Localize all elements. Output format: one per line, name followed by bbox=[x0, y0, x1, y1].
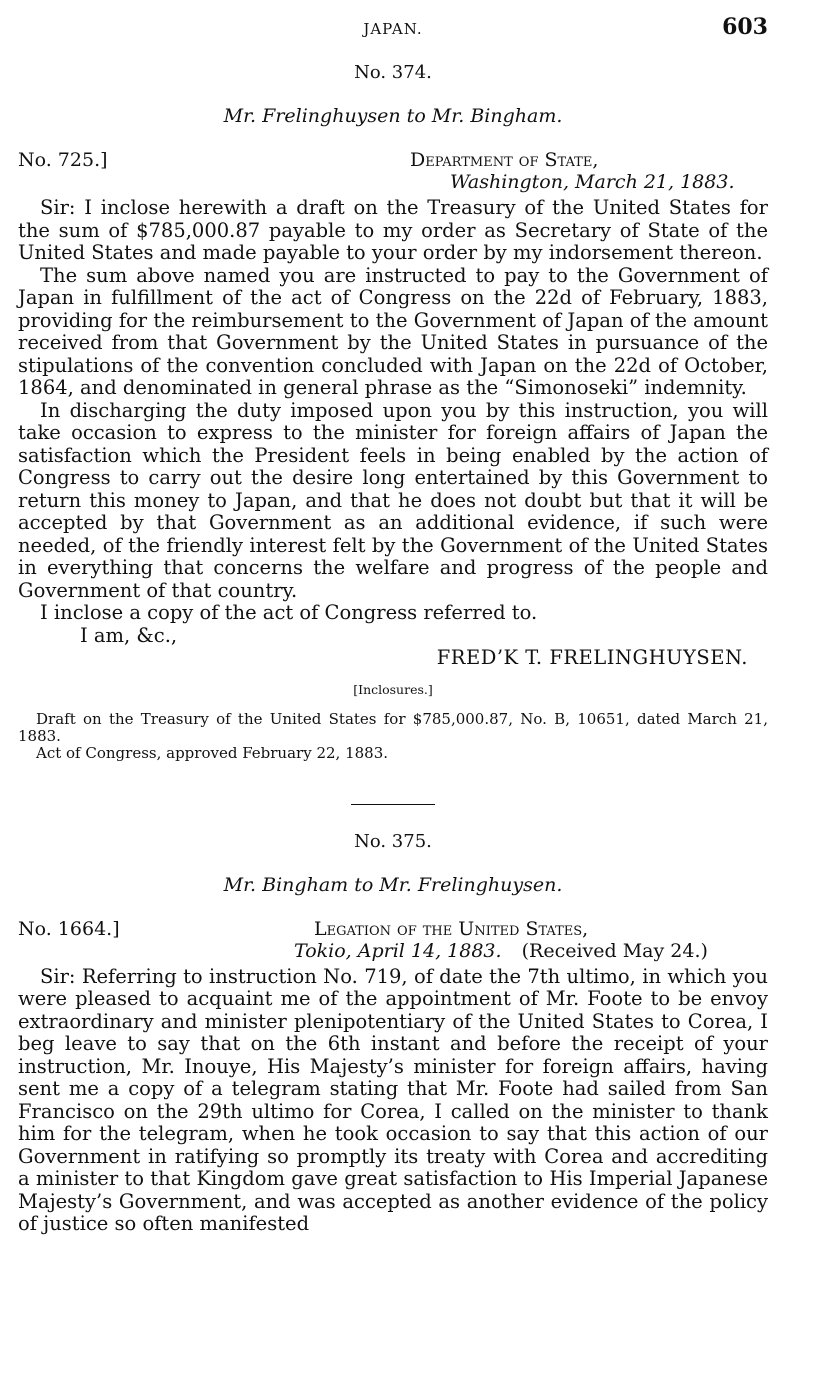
page-number: 603 bbox=[722, 14, 768, 40]
doc375-addressee: Mr. Bingham to Mr. Frelinghuysen. bbox=[223, 873, 563, 896]
running-head bbox=[18, 14, 768, 44]
doc374-signature: FRED’K T. FRELINGHUYSEN. bbox=[436, 646, 748, 669]
doc375-paragraph-1: Sir: Referring to instruction No. 719, of date the 7th ultimo, in which you were pleased to acquaint me of the appointment of Mr. Foote to be envoy extraordinary and minister plenipotentiary of the United States to Corea, I beg leave to say that on the 6th instant and before the receipt of your instruction, Mr. Inouye, His Majesty’s minister for foreign affairs, having sent me a copy of a telegram stating that Mr. Foote had sailed from San Francisco on the 29th ultimo for Corea, I called on the minister to thank him for the telegram, when he took occasion to say that this action of our Government in ratifying so promptly its treaty with Corea and accrediting a minister to that Kingdom gave great satisfaction to His Imperial Japanese Majesty’s Government, and was accepted as another evidence of the policy of justice so often manifested bbox=[18, 964, 768, 1235]
section-divider bbox=[351, 804, 435, 805]
doc374-number: No. 374. bbox=[354, 62, 432, 83]
doc375-office: Legation of the United States, bbox=[314, 917, 589, 940]
doc375-number: No. 375. bbox=[354, 830, 432, 852]
doc374-header bbox=[18, 149, 768, 197]
doc374-inclosure-1: Draft on the Treasury of the United States for $785,000.87, No. B, 10651, dated March 21, 1883. bbox=[18, 709, 768, 745]
doc375-received: (Received May 24.) bbox=[521, 939, 708, 962]
doc374-place-date: Washington, March 21, 1883. bbox=[450, 171, 735, 193]
doc374-paragraph-3: In discharging the duty imposed upon you by this instruction, you will take occasion to express to the minister for foreign affairs of Japan the satisfaction which the President feels in being enabled by the action of Congress to carry out the desire long entertained by this Government to return this money to Japan, and that he does not doubt but that it will be accepted by that Government as an additional evidence, if such were needed, of the friendly interest felt by the Government of the United States in everything that concerns the welfare and progress of the people and Government of that country. bbox=[18, 398, 768, 602]
doc374-closing: I am, &c., bbox=[80, 623, 178, 647]
doc374-ref: No. 725.] bbox=[18, 149, 108, 171]
document-page bbox=[18, 14, 768, 1236]
doc374-inclosures-label: [Inclosures.] bbox=[353, 681, 433, 697]
running-head-title: JAPAN. bbox=[363, 20, 423, 38]
doc374-paragraph-1: Sir: I inclose herewith a draft on the Treasury of the United States for the sum of $785,000.87 payable to my order as Secretary of State of the United States and made payable to your order by my indorsement thereon. bbox=[18, 196, 768, 264]
doc374-office: Department of State, bbox=[410, 149, 599, 171]
doc375-header bbox=[18, 918, 768, 966]
doc374-addressee: Mr. Frelinghuysen to Mr. Bingham. bbox=[223, 105, 563, 127]
doc374-inclosure-2: Act of Congress, approved February 22, 1883. bbox=[36, 743, 389, 762]
doc374-paragraph-2: The sum above named you are instructed to pay to the Government of Japan in fulfillment of the act of Congress on the 22d of February, 1883, providing for the reimbursement to the Government of Japan of the amount received from that Government by the United States in pursuance of the stipulations of the convention concluded with Japan on the 22d of October, 1864, and denominated in general phrase as the “Simonoseki” indemnity. bbox=[18, 263, 768, 399]
doc374-paragraph-4: I inclose a copy of the act of Congress referred to. bbox=[40, 601, 538, 624]
doc375-ref: No. 1664.] bbox=[18, 917, 120, 940]
doc375-place-date: Tokio, April 14, 1883. bbox=[294, 939, 502, 962]
